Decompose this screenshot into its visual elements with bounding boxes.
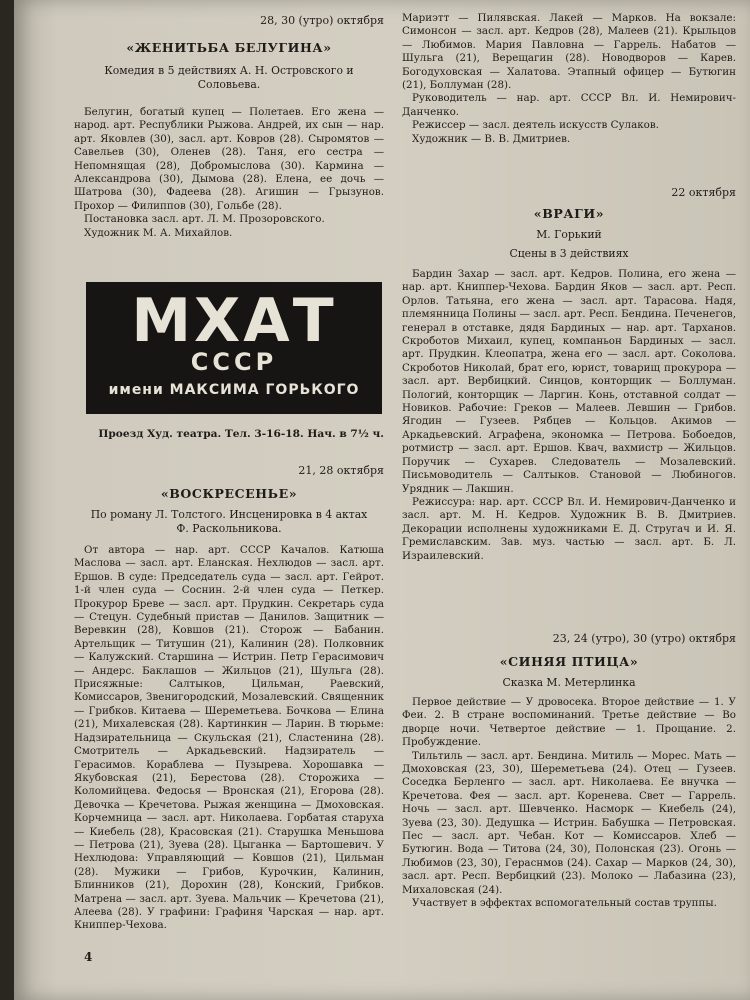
belugin-cast: Белугин, богатый купец — Полетаев. Его жена — народ. арт. Республики Рыжова. Андрей, их сын — нар. арт. Яковлев (30), засл. арт. Ковров (28). Сыромятов — Савельев (30), Оленев (28). Таня, его сестра — Непомнящая (28), Добромыслова (30). Кармина — Александрова (30), Дымова (28). Елена, ее дочь — Шатрова (30), Фадеева (28). Агишин — Грызунов. Прохор — Филиппов (30), Гольбе (28).	[74, 106, 384, 212]
belugin-director: Постановка засл. арт. Л. М. Прозоровского.	[84, 213, 325, 226]
belugin-subtitle: Комедия в 5 действиях А. Н. Островского и Соловьева.	[104, 64, 354, 91]
resurrection-title: «ВОСКРЕСЕНЬЕ»	[160, 486, 298, 501]
bluebird-title: «СИНЯЯ ПТИЦА»	[499, 654, 639, 669]
resurrection-continuation	[402, 12, 736, 146]
bluebird-credits	[402, 696, 736, 911]
bluebird-acts: Первое действие — У дровосека. Второе действие — 1. У Феи. 2. В стране воспоминаний. Третье действие — Во дворце ночи. Четвертое действие — 1. Прощание. 2. Пробуждение.	[402, 696, 736, 749]
enemies-date: 22 октября	[671, 186, 736, 199]
enemies-credits	[402, 268, 736, 563]
enemies-staff: Режиссура: нар. арт. СССР Вл. И. Немирович-Данченко и засл. арт. М. Н. Кедров. Художник В. В. Дмитриев. Декорации исполнены художниками Е. Д. Стругач и И. Я. Гремиславским. Зав. муз. частью — засл. арт. Б. Л. Израилевский.	[402, 495, 736, 562]
bluebird-subtitle: Сказка М. Метерлинка	[502, 676, 636, 689]
program-page	[14, 0, 750, 1000]
belugin-artist: Художник М. А. Михайлов.	[84, 226, 233, 239]
theatre-address: Проезд Худ. театра. Тел. 3-16-18. Нач. в 7½ ч.	[98, 428, 384, 440]
resurrection-subtitle: По роману Л. Толстого. Инсценировка в 4 актах Ф. Раскольникова.	[90, 508, 368, 535]
belugin-title: «ЖЕНИТЬБА БЕЛУГИНА»	[126, 40, 332, 55]
continuation-cast: Мариэтт — Пилявская. Лакей — Марков. На вокзале: Симонсон — засл. арт. Кедров (28), Малеев (21). Крыльцов — Любимов. Мария Павловна — Гаррель. Набатов — Шульга (21), Верещагин (28). Новодворов — Карев. Богодуховская — Халатова. Этапный офицер — Бутюгин (21), Боллуман (28).	[402, 12, 736, 92]
resurrection-director: Режиссер — засл. деятель искусств Сулаков.	[412, 119, 659, 132]
resurrection-artist: Художник — В. В. Дмитриев.	[412, 132, 571, 145]
logo-dedication: имени МАКСИМА ГОРЬКОГО	[108, 382, 360, 398]
logo-main: МХАТ	[131, 286, 337, 356]
bluebird-cast: Тильтиль — засл. арт. Бендина. Митиль — Морес. Мать — Дмоховская (23, 30), Шереметьева (24). Отец — Гузеев. Соседка Берленго — засл. арт. Николаева. Ее внучка — Кречетова. Фея — засл. арт. Коренева. Свет — Гаррель. Ночь — засл. арт. Шевченко. Насморк — Киебель (24), Зуева (23, 30). Дедушка — Истрин. Бабушка — Петровская. Пес — засл. арт. Чебан. Кот — Комиссаров. Хлеб — Бутюгин. Вода — Титова (24, 30), Полонская (23). Огонь — Любимов (23, 30), Гераснмов (24). Сахар — Марков (24, 30), засл. арт. Респ. Вербицкий (23). Молоко — Лабазина (23), Михаловская (24).	[402, 749, 736, 896]
resurrection-credits	[74, 544, 384, 933]
belugin-dates: 28, 30 (утро) октября	[260, 14, 384, 27]
bluebird-extras: Участвует в эффектах вспомогательный состав труппы.	[412, 897, 717, 910]
enemies-author: М. Горький	[536, 228, 602, 241]
mhat-logo	[86, 282, 382, 414]
enemies-title: «ВРАГИ»	[533, 206, 605, 221]
page-number: 4	[84, 950, 93, 964]
resurrection-head: Руководитель — нар. арт. СССР Вл. И. Немирович-Данченко.	[402, 92, 736, 118]
enemies-subtitle: Сцены в 3 действиях	[509, 247, 629, 260]
resurrection-cast: От автора — нар. арт. СССР Качалов. Катюша Маслова — засл. арт. Еланская. Нехлюдов — засл. арт. Ершов. В суде: Председатель суда — засл. арт. Гейрот. 1-й член суда — Соснин. 2-й член суда — Петкер. Прокурор Бреве — засл. арт. Прудкин. Секретарь суда — Стецун. Судебный пристав — Данилов. Защитник — Веревкин (28), Ковшов (21). Сторож — Бабанин. Артельщик — Титушин (21), Калинин (28). Полковник — Калужский. Старшина — Истрин. Петр Герасимович — Андерс. Баклашов — Жильцов (21), Шульга (28). Присяжные: Салтыков, Цильман, Раевский, Комиссаров, Звенигородский, Мозалевский. Священник — Грибков. Китаева — Шереметьева. Бочкова — Елина (21), Михалевская (28). Картинкин — Ларин. В тюрьме: Надзирательница — Скульская (21), Сластенина (28). Смотритель — Аркадьевский. Надзиратель — Герасимов. Кораблева — Пузырева. Хорошавка — Якубовская (21), Берестова (28). Сторожиха — Коломийцева. Федосья — Вронская (21), Егорова (28). Девочка — Кречетова. Рыжая женщина — Дмоховская. Корчемница — засл. арт. Николаева. Горбатая старуха — Киебель (28), Красовская (21). Старушка Меньшова — Петрова (21), Зуева (28). Цыганка — Бартошевич. У Нехлюдова: Управляющий — Ковшов (21), Цильман (28). Мужики — Грибов, Курочкин, Калинин, Блинников (21), Дорохин (28), Конский, Грибков. Матрена — засл. арт. Зуева. Мальчик — Кречетова (21), Алеева (28). У графини: Графиня Чарская — нар. арт. Книппер-Чехова.	[74, 544, 384, 932]
resurrection-dates: 21, 28 октября	[298, 464, 384, 477]
bluebird-dates: 23, 24 (утро), 30 (утро) октября	[552, 632, 736, 645]
logo-country: СССР	[190, 348, 278, 376]
belugin-credits	[74, 106, 384, 240]
enemies-cast: Бардин Захар — засл. арт. Кедров. Полина, его жена — нар. арт. Книппер-Чехова. Бардин Яков — засл. арт. Респ. Орлов. Татьяна, его жена — засл. арт. Тарасова. Надя, племянница Полины — засл. арт. Респ. Бендина. Печенегов, генерал в отставке, дядя Бардиных — нар. арт. Тарханов. Скроботов Михаил, купец, компаньон Бардиных — засл. арт. Прудкин. Клеопатра, жена его — засл. арт. Соколова. Скроботов Николай, брат его, юрист, товарищ прокурора — засл. арт. Вербицкий. Синцов, конторщик — Боллуман. Пологий, конторщик — Ларгин. Конь, отставной солдат — Новиков. Рабочие: Греков — Малеев. Левшин — Грибов. Ягодин — Гузеев. Рябцев — Кольцов. Акимов — Аркадьевский. Аграфена, экономка — Петрова. Бобоедов, ротмистр — засл. арт. Ершов. Квач, вахмистр — Жильцов. Поручик — Сухарев. Следователь — Мозалевский. Письмоводитель — Салтыков. Становой — Любиногов. Урядник — Лакшин.	[402, 268, 736, 495]
